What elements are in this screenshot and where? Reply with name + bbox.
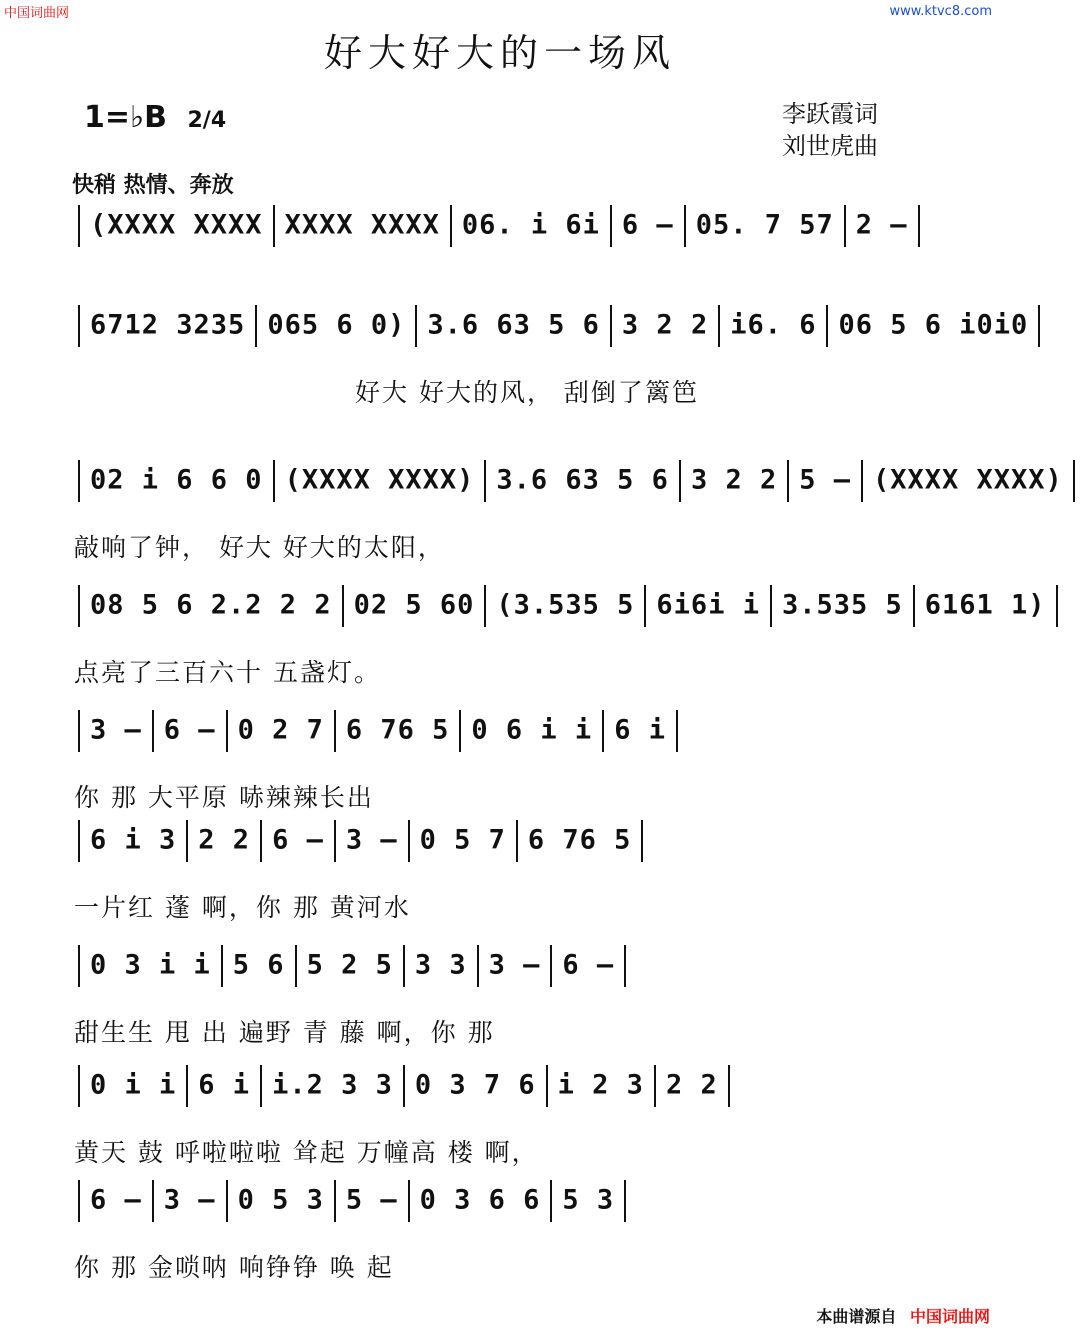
barline [550,945,552,987]
measure: 3 3 [414,949,467,981]
measure: 6 76 5 [527,824,632,856]
barline [78,585,80,627]
measure: (XXXX XXXX) [873,464,1063,496]
barline [654,1065,656,1107]
measure: XXXX XXXX [284,209,440,241]
barline [918,205,920,247]
barline [186,1065,188,1107]
barline [516,820,518,862]
barline [152,1180,154,1222]
barline [226,1180,228,1222]
barline [459,710,461,752]
barline [728,1065,730,1107]
barline [78,710,80,752]
measure: 065 6 0) [267,309,406,341]
time-signature: 2/4 [187,108,227,133]
barline [260,1065,262,1107]
measure: 2 2 [198,824,251,856]
barline [415,305,417,347]
measure: 6 i [198,1069,251,1101]
barline [624,945,626,987]
measure: 3.535 5 [781,589,903,621]
measure: 2 2 [665,1069,718,1101]
lyricist: 李跃霞词 [782,100,878,128]
barline [78,1065,80,1107]
measure: 5 – [799,464,851,496]
notation-row [68,585,1068,627]
barline [260,820,262,862]
lyric-row: 黄天 鼓 呼啦啦啦 耸起 万幢高 楼 啊， [74,1138,539,1167]
barline [221,945,223,987]
barline [684,205,686,247]
measure: 3.6 63 5 6 [496,464,669,496]
notation-row [68,710,688,752]
footer-credit [816,1304,990,1327]
barline [295,945,297,987]
barline [644,585,646,627]
lyric-row: 甜生生 甩 出 遍野 青 藤 啊，你 那 [74,1018,495,1047]
measure: 0 5 7 [419,824,506,856]
measure: 3 – [90,714,142,746]
barline [226,710,228,752]
measure: 05. 7 57 [695,209,834,241]
notation-row [68,205,930,247]
measure: 3 – [488,949,541,981]
measure: i 2 3 [557,1069,644,1101]
composer: 刘世虎曲 [782,132,878,160]
barline [334,710,336,752]
barline [913,585,915,627]
song-title: 好大好大的一场风 [323,31,676,75]
lyric-row: 好大 好大的风， 刮倒了篱笆 [355,378,699,407]
measure: 6712 3235 [90,309,246,341]
barline [641,820,643,862]
barline [273,205,275,247]
measure: 0 5 3 [237,1184,324,1216]
measure: 6 – [272,824,324,856]
measure: (XXXX XXXX [90,209,263,241]
measure: 6 – [90,1184,142,1216]
measure: 5 – [345,1184,398,1216]
footer-site[interactable]: 中国词曲网 [909,1307,990,1326]
measure: 6 76 5 [345,714,450,746]
barline [334,820,336,862]
measure: 2 – [855,209,908,241]
notation-row [68,820,653,862]
barline [408,1180,410,1222]
lyric-row: 你 那 大平原 哧辣辣长出 [74,783,374,812]
barline [484,460,486,502]
measure: 3 2 2 [690,464,778,496]
measure: 02 5 60 [353,589,475,621]
measure: 3.6 63 5 6 [427,309,600,341]
site-watermark-right[interactable]: www.ktvc8.com [889,4,992,19]
notation-row [68,945,636,987]
barline [403,1065,405,1107]
barline [861,460,863,502]
barline [273,460,275,502]
measure: 0 2 7 [237,714,324,746]
measure: 0 3 7 6 [414,1069,536,1101]
barline [78,820,80,862]
barline [477,945,479,987]
barline [718,305,720,347]
barline [450,205,452,247]
barline [484,585,486,627]
lyric-row: 敲响了钟， 好大 好大的太阳， [74,533,445,562]
measure: 3 2 2 [621,309,709,341]
measure: 6i6i i [656,589,760,621]
measure: (XXXX XXXX) [284,464,475,496]
barline [78,945,80,987]
barline [1056,585,1058,627]
measure: 3 – [345,824,398,856]
barline [78,1180,80,1222]
measure: 06. i 6i [461,209,600,241]
barline [78,460,80,502]
measure: 0 3 i i [90,949,211,981]
footer-prefix: 本曲谱源自 [816,1307,897,1326]
measure: i.2 3 3 [272,1069,393,1101]
barline [334,1180,336,1222]
measure: 5 3 [562,1184,615,1216]
lyric-row: 你 那 金唢呐 响铮铮 唤 起 [74,1253,394,1282]
measure: 0 6 i i [471,714,593,746]
barline [826,305,828,347]
notation-row [68,460,1085,502]
measure: 5 6 [232,949,285,981]
notation-row [68,1065,740,1107]
lyric-row: 一片红 蓬 啊，你 那 黄河水 [74,893,411,922]
barline [78,205,80,247]
barline [186,820,188,862]
barline [610,205,612,247]
barline [1073,460,1075,502]
notation-row [68,305,1050,347]
key-signature [84,100,226,135]
barline [78,305,80,347]
barline [602,710,604,752]
tempo-marking: 快稍 热情、奔放 [72,173,234,198]
measure: 06 5 6 i0i0 [838,309,1029,341]
barline [408,820,410,862]
barline [550,1180,552,1222]
measure: 5 2 5 [306,949,393,981]
barline [624,1180,626,1222]
measure: 6 i [614,714,666,746]
barline [610,305,612,347]
measure: i6. 6 [730,309,817,341]
barline [844,205,846,247]
measure: 6 – [562,949,615,981]
barline [787,460,789,502]
measure: 0 i i [90,1069,177,1101]
site-watermark-left[interactable]: 中国词曲网 [4,6,70,21]
key-label: 1=♭B [84,100,168,135]
lyric-row: 点亮了三百六十 五盏灯。 [74,658,381,687]
measure: 0 3 6 6 [419,1184,541,1216]
measure: 6 i 3 [90,824,177,856]
measure: (3.535 5 [496,589,635,621]
measure: 6 – [621,209,674,241]
measure: 6161 1) [924,589,1046,621]
barline [676,710,678,752]
barline [403,945,405,987]
measure: 08 5 6 2.2 2 2 [90,589,332,621]
measure: 6 – [163,714,216,746]
barline [152,710,154,752]
measure: 3 – [163,1184,216,1216]
measure: 02 i 6 6 0 [90,464,263,496]
barline [546,1065,548,1107]
barline [679,460,681,502]
barline [1038,305,1040,347]
barline [255,305,257,347]
notation-row [68,1180,636,1222]
barline [342,585,344,627]
barline [770,585,772,627]
